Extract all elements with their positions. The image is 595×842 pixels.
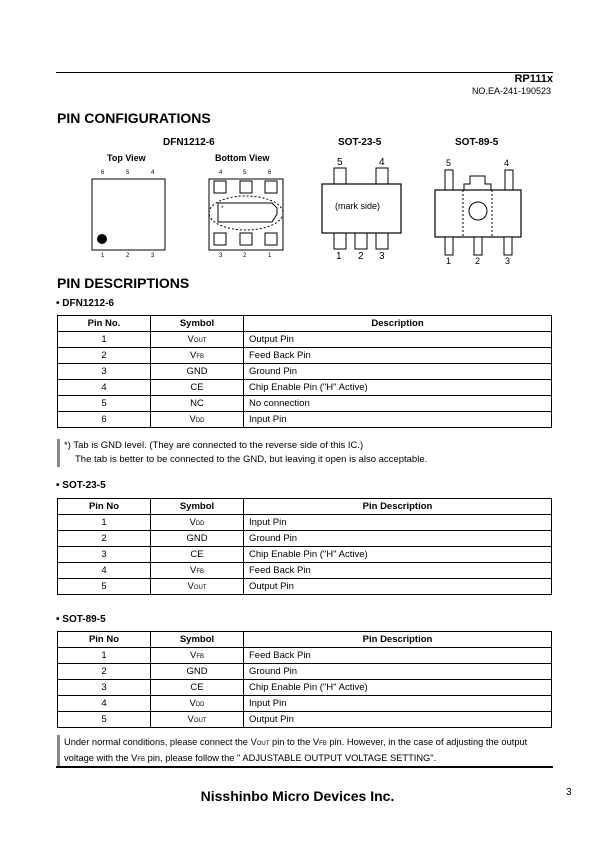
pin-number-label: 2 xyxy=(243,253,247,259)
page-number: 3 xyxy=(566,787,572,798)
pin-no-cell: 5 xyxy=(58,396,151,412)
table-row xyxy=(58,332,552,348)
pin1-mark xyxy=(97,234,107,244)
symbol-cell xyxy=(151,712,244,728)
note-text: pin to the V xyxy=(269,737,320,747)
symbol-cell xyxy=(151,364,244,380)
symbol-subscript: DD xyxy=(195,418,205,424)
symbol-subscript: OUT xyxy=(193,718,207,724)
section-title-pin-desc: PIN DESCRIPTIONS xyxy=(57,275,190,291)
symbol-subscript: OUT xyxy=(193,585,207,591)
sot23-lead xyxy=(355,232,367,249)
pin-no-cell: 1 xyxy=(58,332,151,348)
pin-number-label: 6 xyxy=(101,170,105,176)
dfn-pin-table xyxy=(57,315,552,428)
description-cell: Output Pin xyxy=(244,579,552,595)
table-row xyxy=(58,712,552,728)
note-subscript: FB xyxy=(137,757,146,763)
pin-number-label: 6 xyxy=(268,170,272,176)
pin-number-label: 3 xyxy=(379,251,385,262)
pin-number-label: 2 xyxy=(475,256,481,266)
description-cell: Input Pin xyxy=(244,696,552,712)
dfn-heading: • DFN1212-6 xyxy=(56,298,114,309)
sot23-heading-text: SOT-23-5 xyxy=(62,480,106,491)
table-row xyxy=(58,348,552,364)
dfn-pad xyxy=(214,233,226,245)
note-subscript: FB xyxy=(319,741,327,747)
pin-no-cell: 2 xyxy=(58,348,151,364)
table-row xyxy=(58,664,552,680)
symbol-text: V xyxy=(189,698,196,709)
symbol-subscript: OUT xyxy=(193,338,207,344)
sot89-lead xyxy=(504,237,512,255)
dfn-tab xyxy=(218,203,277,222)
pin-no-cell: 3 xyxy=(58,680,151,696)
symbol-subscript: DD xyxy=(195,521,205,527)
pin-no-cell: 4 xyxy=(58,380,151,396)
table-row xyxy=(58,563,552,579)
description-cell: Feed Back Pin xyxy=(244,348,552,364)
symbol-cell xyxy=(151,579,244,595)
table-row xyxy=(58,364,552,380)
sot89-lead xyxy=(445,237,453,255)
pin-number-label: 2 xyxy=(126,253,130,259)
sot89-heading-text: SOT-89-5 xyxy=(62,614,106,625)
symbol-cell xyxy=(151,547,244,563)
symbol-text: V xyxy=(187,714,194,725)
pin-number-label: 1 xyxy=(101,253,105,259)
description-cell: Output Pin xyxy=(244,712,552,728)
part-number: RP111x xyxy=(514,73,553,85)
symbol-cell xyxy=(151,412,244,428)
table-row xyxy=(58,380,552,396)
dfn-top-view-label: Top View xyxy=(107,153,146,163)
pin-number-label: 5 xyxy=(243,170,247,176)
dfn-heading-text: DFN1212-6 xyxy=(62,298,114,309)
symbol-text: V xyxy=(187,581,194,592)
sot89-lead xyxy=(505,170,513,190)
symbol-text: V xyxy=(189,350,197,361)
symbol-text: GND xyxy=(186,366,208,377)
symbol-cell xyxy=(151,648,244,664)
dfn-note-line2: The tab is better to be connected to the GND, but leaving it open is also acceptable. xyxy=(75,454,428,465)
col-header: Pin Description xyxy=(244,499,552,515)
pin-no-cell: 4 xyxy=(58,696,151,712)
sot23-config-title: SOT-23-5 xyxy=(338,137,382,148)
description-cell: Chip Enable Pin ("H" Active) xyxy=(244,680,552,696)
symbol-subscript: FB xyxy=(196,354,204,360)
dfn-bottom-view-diagram xyxy=(209,170,283,259)
pin-number-label: 4 xyxy=(151,170,155,176)
table-row xyxy=(58,547,552,563)
footer-rule xyxy=(56,766,553,768)
dfn-top-view-diagram xyxy=(92,170,165,259)
sot89-heading: • SOT-89-5 xyxy=(56,614,106,625)
symbol-text: V xyxy=(189,414,196,425)
table-row xyxy=(58,531,552,547)
symbol-cell xyxy=(151,696,244,712)
symbol-text: V xyxy=(189,565,197,576)
col-header: Pin No. xyxy=(58,316,151,332)
col-header: Description xyxy=(244,316,552,332)
col-header: Symbol xyxy=(151,499,244,515)
dfn-pad xyxy=(265,181,277,193)
sot89-diagram xyxy=(435,158,521,266)
dfn-config-title: DFN1212-6 xyxy=(163,137,215,148)
table-row xyxy=(58,515,552,531)
pin-no-cell: 2 xyxy=(58,664,151,680)
table-row xyxy=(58,412,552,428)
symbol-cell xyxy=(151,531,244,547)
symbol-cell xyxy=(151,680,244,696)
pin-no-cell: 4 xyxy=(58,563,151,579)
note-text: voltage with the V xyxy=(64,753,138,763)
description-cell: Ground Pin xyxy=(244,531,552,547)
document-number: NO.EA-241-190523 xyxy=(471,86,551,96)
pin-no-cell: 5 xyxy=(58,712,151,728)
description-cell: Feed Back Pin xyxy=(244,648,552,664)
description-cell: Chip Enable Pin ("H" Active) xyxy=(244,547,552,563)
pin-no-cell: 1 xyxy=(58,648,151,664)
symbol-text: CE xyxy=(190,549,204,560)
description-cell: Feed Back Pin xyxy=(244,563,552,579)
col-header: Symbol xyxy=(151,632,244,648)
dfn-note xyxy=(57,439,552,467)
sot23-diagram xyxy=(322,157,401,262)
symbol-cell xyxy=(151,664,244,680)
description-cell: Ground Pin xyxy=(244,664,552,680)
col-header: Pin No xyxy=(58,632,151,648)
pin-number-label: 5 xyxy=(446,158,452,168)
symbol-cell xyxy=(151,396,244,412)
pin-no-cell: 5 xyxy=(58,579,151,595)
sot89-lead xyxy=(474,237,482,255)
pin-no-cell: 2 xyxy=(58,531,151,547)
description-cell: Input Pin xyxy=(244,412,552,428)
pin-number-label: 1 xyxy=(336,251,342,262)
sot89-hole xyxy=(469,202,487,220)
company-name: Nisshinbo Micro Devices Inc. xyxy=(200,788,395,804)
pin-no-cell: 6 xyxy=(58,412,151,428)
description-cell: Chip Enable Pin ("H" Active) xyxy=(244,380,552,396)
table-row xyxy=(58,396,552,412)
note-text: Under normal conditions, please connect the V xyxy=(64,737,257,747)
dfn-pad xyxy=(265,233,277,245)
pin-no-cell: 3 xyxy=(58,547,151,563)
symbol-text: V xyxy=(189,650,197,661)
symbol-cell xyxy=(151,348,244,364)
pin-number-label: 2 xyxy=(358,251,364,262)
note-text: pin, please follow the " ADJUSTABLE OUTPUT VOLTAGE SETTING". xyxy=(145,753,437,763)
pin-no-cell: 3 xyxy=(58,364,151,380)
sot89-pin-table xyxy=(57,631,552,728)
symbol-text: V xyxy=(189,517,196,528)
pin-number-label: 4 xyxy=(379,157,385,168)
mark-side-label: (mark side) xyxy=(335,201,381,211)
pin-number-label: 3 xyxy=(151,253,155,259)
note-subscript: OUT xyxy=(256,741,270,747)
symbol-text: GND xyxy=(186,533,208,544)
symbol-text: CE xyxy=(190,682,204,693)
sot23-lead xyxy=(376,168,388,185)
col-header: Symbol xyxy=(151,316,244,332)
dfn-pad xyxy=(214,181,226,193)
dfn-note-line1: *) Tab is GND level. (They are connected to the reverse side of this IC.) xyxy=(64,440,364,451)
symbol-text: CE xyxy=(190,382,204,393)
pin-number-label: 1 xyxy=(446,256,452,266)
description-cell: No connection xyxy=(244,396,552,412)
description-cell: Ground Pin xyxy=(244,364,552,380)
pin-config-drawings xyxy=(0,0,595,280)
symbol-text: GND xyxy=(186,666,208,677)
pin-number-label: 3 xyxy=(219,253,223,259)
symbol-cell xyxy=(151,563,244,579)
dfn-bottom-view-label: Bottom View xyxy=(215,153,270,163)
symbol-subscript: FB xyxy=(196,569,204,575)
pin-no-cell: 1 xyxy=(58,515,151,531)
sot89-tab xyxy=(464,176,491,190)
symbol-cell xyxy=(151,332,244,348)
pin-number-label: 5 xyxy=(337,157,343,168)
table-row xyxy=(58,648,552,664)
pin-number-label: 1 xyxy=(268,253,272,259)
sot89-note xyxy=(57,735,552,767)
col-header: Pin No xyxy=(58,499,151,515)
sot23-lead xyxy=(334,232,346,249)
sot89-lead xyxy=(445,170,453,190)
col-header: Pin Description xyxy=(244,632,552,648)
dfn-pad xyxy=(240,233,252,245)
symbol-subscript: DD xyxy=(195,702,205,708)
dfn-pad xyxy=(240,181,252,193)
tab-mark-label: * xyxy=(221,206,224,212)
table-row xyxy=(58,696,552,712)
table-row xyxy=(58,680,552,696)
symbol-subscript: FB xyxy=(196,654,204,660)
section-title-pin-config: PIN CONFIGURATIONS xyxy=(57,110,211,126)
pin-number-label: 3 xyxy=(505,256,511,266)
symbol-text: NC xyxy=(190,398,204,409)
pin-number-label: 4 xyxy=(504,158,510,168)
symbol-text: V xyxy=(187,334,194,345)
sot23-lead xyxy=(376,232,388,249)
description-cell: Output Pin xyxy=(244,332,552,348)
symbol-cell xyxy=(151,380,244,396)
sot23-lead xyxy=(334,168,346,185)
sot23-pin-table xyxy=(57,498,552,595)
description-cell: Input Pin xyxy=(244,515,552,531)
sot23-heading: • SOT-23-5 xyxy=(56,480,106,491)
pin-number-label: 5 xyxy=(126,170,130,176)
symbol-cell xyxy=(151,515,244,531)
table-row xyxy=(58,579,552,595)
note-text: pin. However, in the case of adjusting the output xyxy=(326,737,528,747)
sot89-config-title: SOT-89-5 xyxy=(455,137,499,148)
pin-number-label: 4 xyxy=(219,170,223,176)
